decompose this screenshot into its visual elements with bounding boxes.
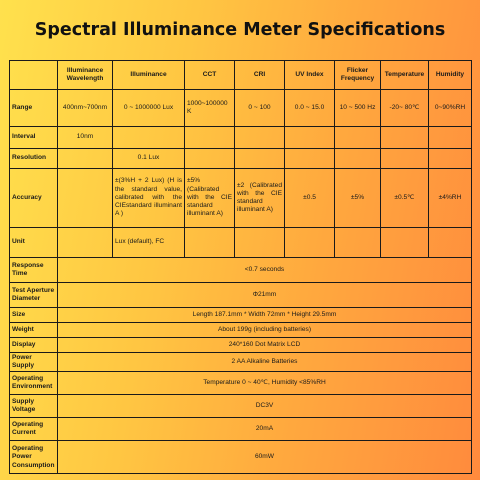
- row-label: Operating Environment: [10, 372, 58, 395]
- row-value: Length 187.1mm * Width 72mm * Height 29.5mm: [58, 308, 472, 323]
- range-illuminance: 0 ~ 1000000 Lux: [113, 90, 185, 127]
- row-value: About 199g (including batteries): [58, 323, 472, 338]
- row-value: 240*160 Dot Matrix LCD: [58, 338, 472, 353]
- resolution-value: 0.1 Lux: [113, 149, 185, 169]
- row-label: Weight: [10, 323, 58, 338]
- merged-row: [10, 395, 472, 418]
- header-row: [10, 61, 472, 90]
- accuracy-temperature: ±0.5℃: [381, 169, 429, 228]
- row-value: 20mA: [58, 418, 472, 441]
- header-illuminance-wavelength: Illuminance Wavelength: [58, 61, 113, 90]
- resolution-row: [10, 149, 472, 169]
- row-label-interval: Interval: [10, 127, 58, 149]
- header-cct: CCT: [185, 61, 235, 90]
- merged-row: [10, 372, 472, 395]
- range-uv: 0.0 ~ 15.0: [285, 90, 335, 127]
- row-value: Temperature 0 ~ 40℃, Humidity <85%RH: [58, 372, 472, 395]
- interval-row: [10, 127, 472, 149]
- interval-value: 10nm: [58, 127, 113, 149]
- header-humidity: Humidity: [429, 61, 472, 90]
- header-cell-corner: [10, 61, 58, 90]
- merged-row: [10, 338, 472, 353]
- row-label: Power Supply: [10, 353, 58, 372]
- range-cri: 0 ~ 100: [235, 90, 285, 127]
- row-label: Test Aperture Diameter: [10, 283, 58, 308]
- row-label: Supply Voltage: [10, 395, 58, 418]
- row-value: Φ21mm: [58, 283, 472, 308]
- header-cri: CRI: [235, 61, 285, 90]
- row-value: <0.7 seconds: [58, 258, 472, 283]
- row-label: Size: [10, 308, 58, 323]
- merged-row: [10, 258, 472, 283]
- accuracy-humidity: ±4%RH: [429, 169, 472, 228]
- accuracy-flicker: ±5%: [335, 169, 381, 228]
- row-value: 2 AA Alkaline Batteries: [58, 353, 472, 372]
- row-label-resolution: Resolution: [10, 149, 58, 169]
- row-value: 60mW: [58, 441, 472, 474]
- accuracy-cri: ±2 (Calibrated with the CIE standard illuminant A): [235, 169, 285, 228]
- range-flicker: 10 ~ 500 Hz: [335, 90, 381, 127]
- accuracy-illuminance: ±(3%H + 2 Lux) (H is the standard value, calibrated with the CIEstandard illuminant A ): [113, 169, 185, 228]
- range-humidity: 0~90%RH: [429, 90, 472, 127]
- row-label-unit: Unit: [10, 228, 58, 258]
- merged-row: [10, 441, 472, 474]
- row-value: DC3V: [58, 395, 472, 418]
- accuracy-row: [10, 169, 472, 228]
- range-wavelength: 400nm~700nm: [58, 90, 113, 127]
- unit-row: [10, 228, 472, 258]
- spec-table: [9, 60, 472, 474]
- accuracy-cct: ±5% (Calibrated with the CIE standard illuminant A): [185, 169, 235, 228]
- header-temperature: Temperature: [381, 61, 429, 90]
- header-illuminance: Illuminance: [113, 61, 185, 90]
- range-row: [10, 90, 472, 127]
- page-title: Spectral Illuminance Meter Specifications: [34, 20, 446, 40]
- merged-row: [10, 323, 472, 338]
- row-label: Operating Current: [10, 418, 58, 441]
- merged-row: [10, 418, 472, 441]
- header-flicker-frequency: Flicker Frequency: [335, 61, 381, 90]
- row-label: Response Time: [10, 258, 58, 283]
- range-cct: 1000~100000 K: [185, 90, 235, 127]
- range-temperature: -20~ 80℃: [381, 90, 429, 127]
- merged-row: [10, 283, 472, 308]
- row-label: Display: [10, 338, 58, 353]
- row-label: Operating Power Consumption: [10, 441, 58, 474]
- header-uv-index: UV Index: [285, 61, 335, 90]
- merged-row: [10, 353, 472, 372]
- unit-value: Lux (default), FC: [113, 228, 185, 258]
- row-label-range: Range: [10, 90, 58, 127]
- accuracy-uv: ±0.5: [285, 169, 335, 228]
- merged-row: [10, 308, 472, 323]
- row-label-accuracy: Accuracy: [10, 169, 58, 228]
